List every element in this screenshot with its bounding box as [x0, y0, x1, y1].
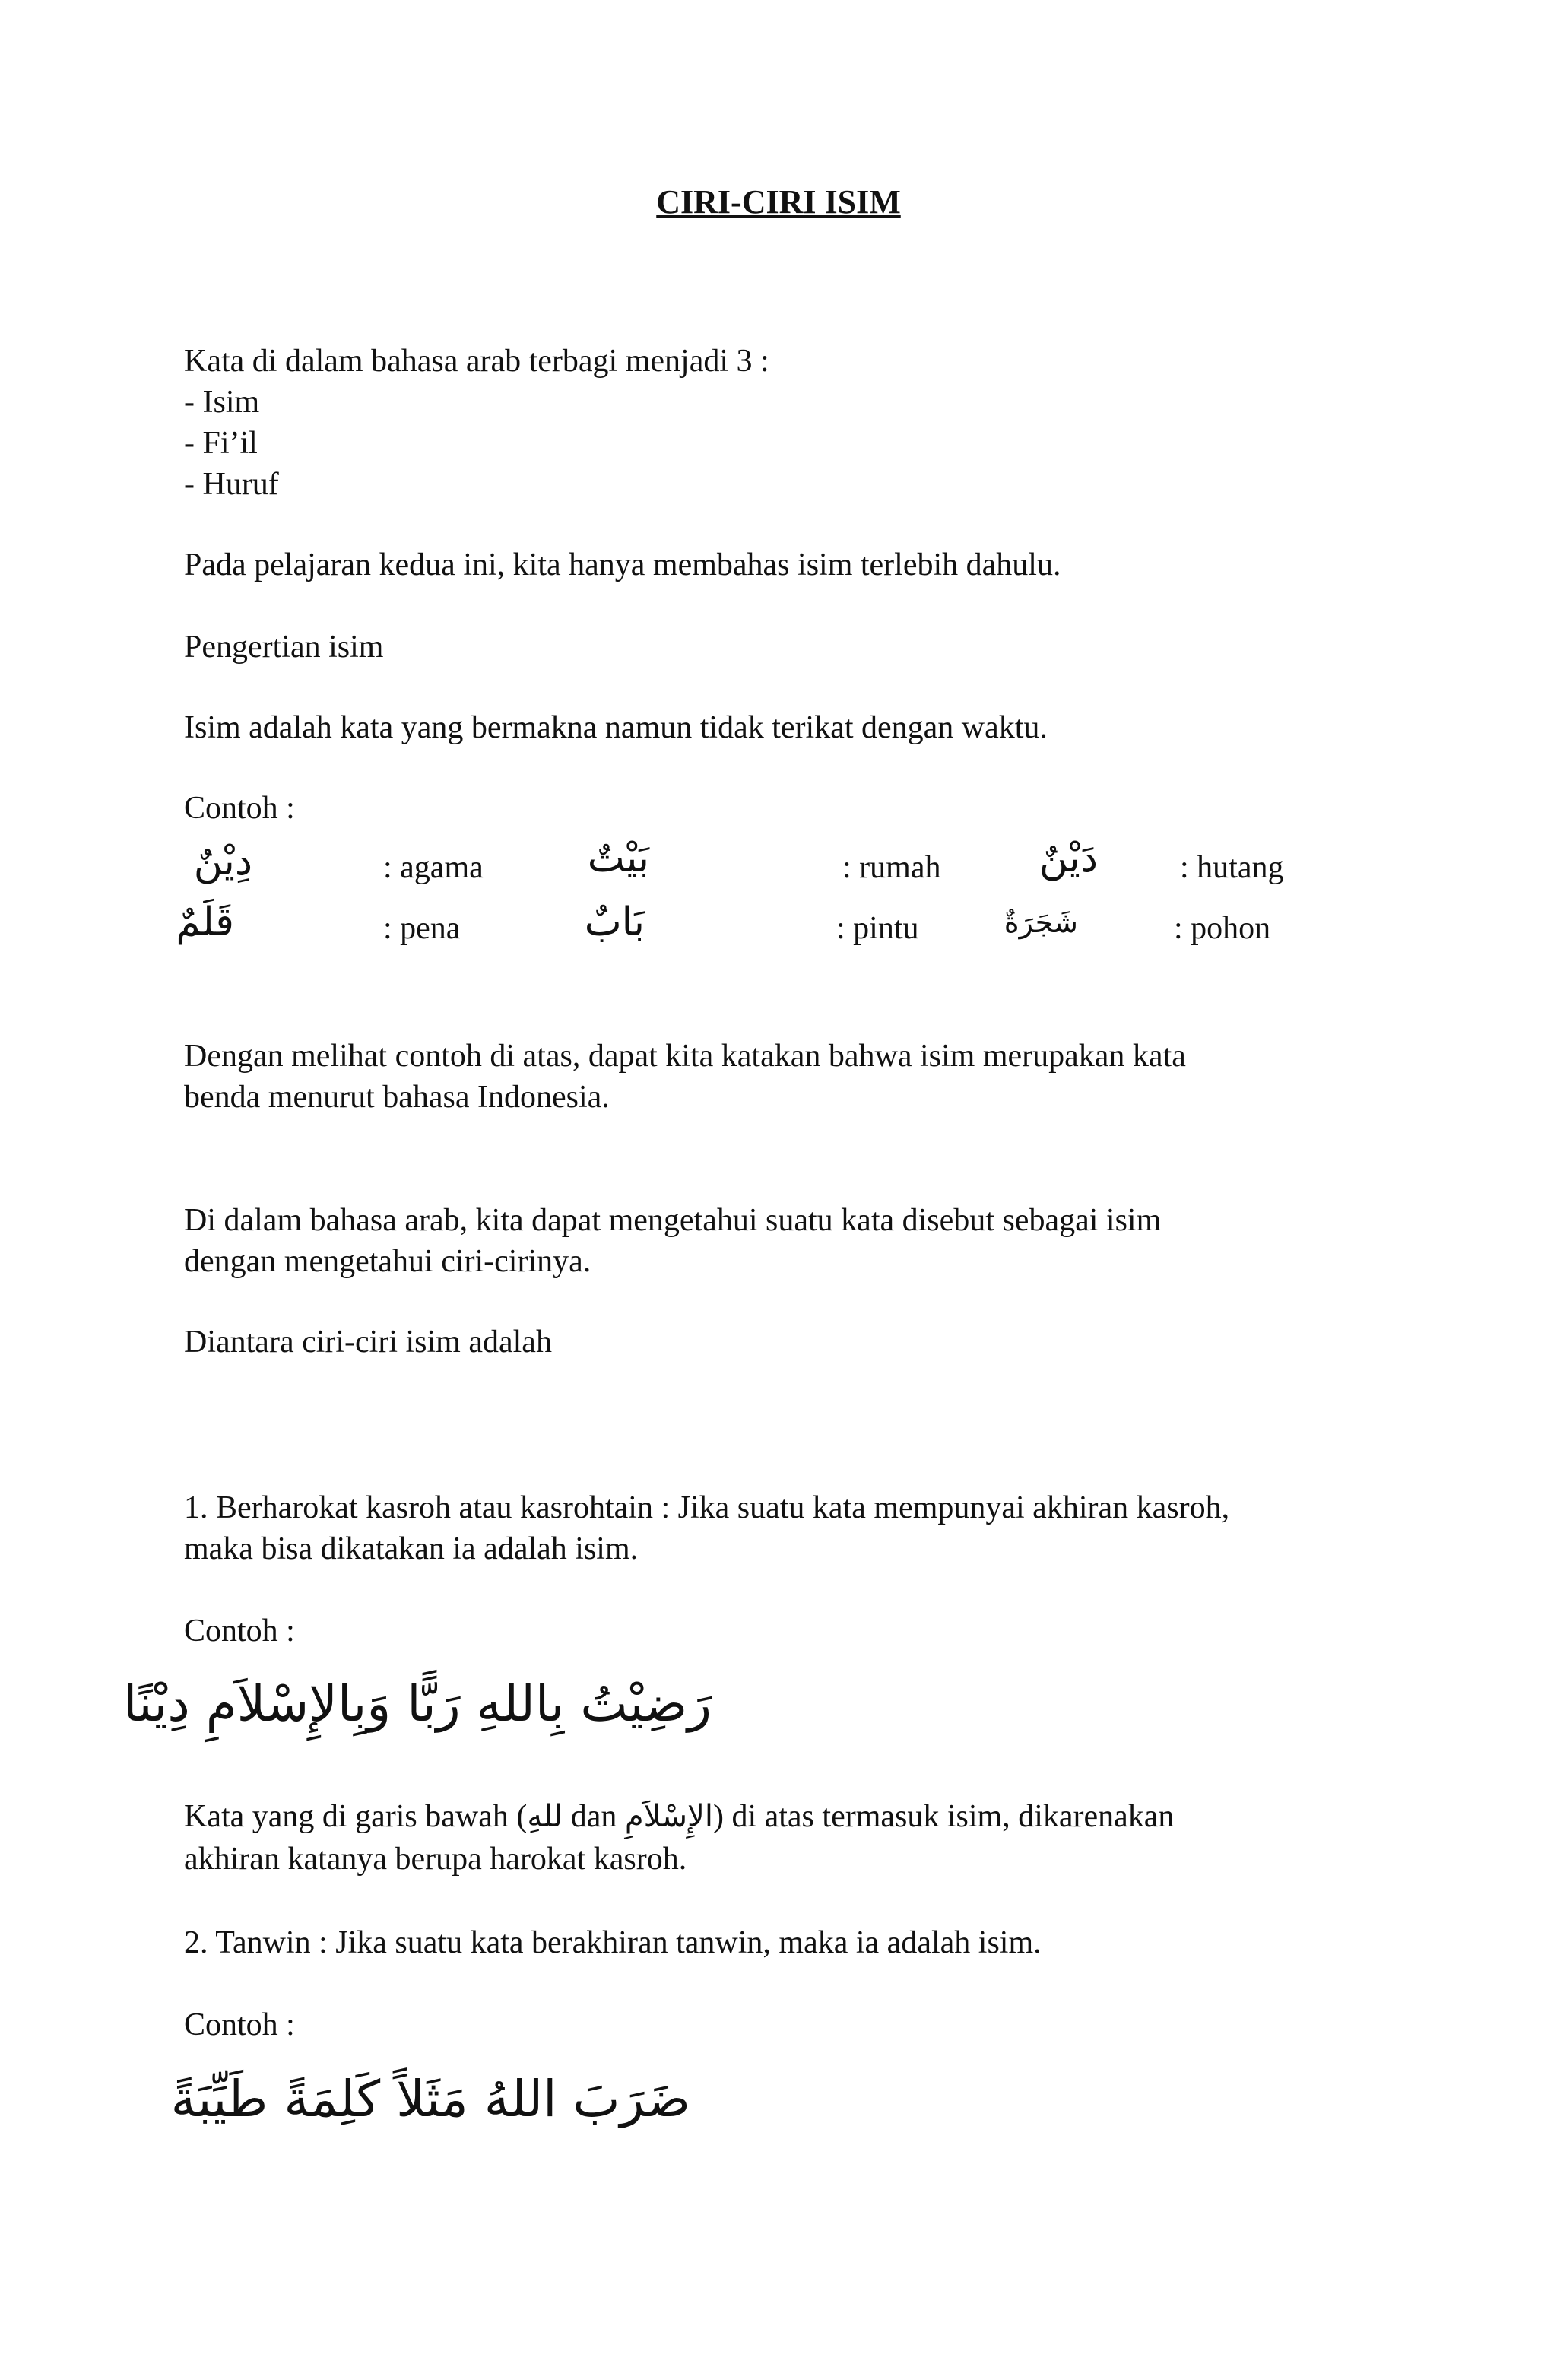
observation-line: benda menurut bahasa Indonesia. [184, 1080, 610, 1115]
lesson-paragraph: Pada pelajaran kedua ini, kita hanya membahas isim terlebih dahulu. [184, 547, 1061, 582]
arabic-example-sentence: ضَرَبَ اللهُ مَثَلاً كَلِمَةً طَيِّبَةً [170, 2070, 690, 2128]
note-line [184, 1796, 1174, 1837]
note-text: ) di atas termasuk isim, dikarenakan [712, 1799, 1175, 1834]
word-meaning: : pohon [1174, 911, 1271, 946]
word-type-item: - Isim [184, 385, 260, 420]
arabic-word: شَجَرَةٌ [1004, 906, 1078, 939]
arabic-inline-word: للهِ [527, 1799, 563, 1834]
example-label: Contoh : [184, 791, 295, 826]
note-text: dan [563, 1799, 625, 1834]
example-label: Contoh : [184, 1614, 295, 1649]
identify-line: Di dalam bahasa arab, kita dapat mengetahui suatu kata disebut sebagai isim [184, 1203, 1162, 1238]
criterion-1-line: maka bisa dikatakan ia adalah isim. [184, 1531, 639, 1566]
identify-line: dengan mengetahui ciri-cirinya. [184, 1244, 591, 1279]
criterion-2-line: 2. Tanwin : Jika suatu kata berakhiran tanwin, maka ia adalah isim. [184, 1925, 1042, 1960]
word-meaning: : pena [383, 911, 461, 946]
intro-text: Kata di dalam bahasa arab terbagi menjadi 3 : [184, 344, 769, 379]
arabic-word: دِيْنٌ [193, 839, 252, 884]
arabic-word: قَلَمٌ [176, 900, 234, 945]
observation-line: Dengan melihat contoh di atas, dapat kita katakan bahwa isim merupakan kata [184, 1039, 1186, 1074]
word-type-item: - Fi’il [184, 426, 258, 461]
note-text: Kata yang di garis bawah ( [184, 1799, 528, 1834]
arabic-word: دَيْنٌ [1039, 836, 1098, 881]
word-type-item: - Huruf [184, 467, 279, 502]
definition-heading: Pengertian isim [184, 630, 384, 665]
definition-text: Isim adalah kata yang bermakna namun tidak terikat dengan waktu. [184, 710, 1048, 745]
arabic-word: بَابٌ [584, 900, 645, 945]
arabic-example-sentence: رَضِيْتُ بِاللهِ رَبًّا وَبِالإِسْلاَمِ دِيْنًا [122, 1674, 712, 1733]
word-meaning: : rumah [842, 850, 941, 885]
criteria-intro: Diantara ciri-ciri isim adalah [184, 1325, 552, 1360]
arabic-inline-word: الإِسْلاَمِ [624, 1799, 713, 1834]
word-meaning: : pintu [836, 911, 919, 946]
note-line: akhiran katanya berupa harokat kasroh. [184, 1842, 687, 1877]
word-meaning: : hutang [1180, 850, 1284, 885]
word-meaning: : agama [383, 850, 484, 885]
criterion-1-line: 1. Berharokat kasroh atau kasrohtain : Jika suatu kata mempunyai akhiran kasroh, [184, 1490, 1230, 1525]
example-label: Contoh : [184, 2007, 295, 2042]
arabic-word: بَيْتٌ [587, 836, 649, 881]
page-title: CIRI-CIRI ISIM [656, 183, 901, 221]
